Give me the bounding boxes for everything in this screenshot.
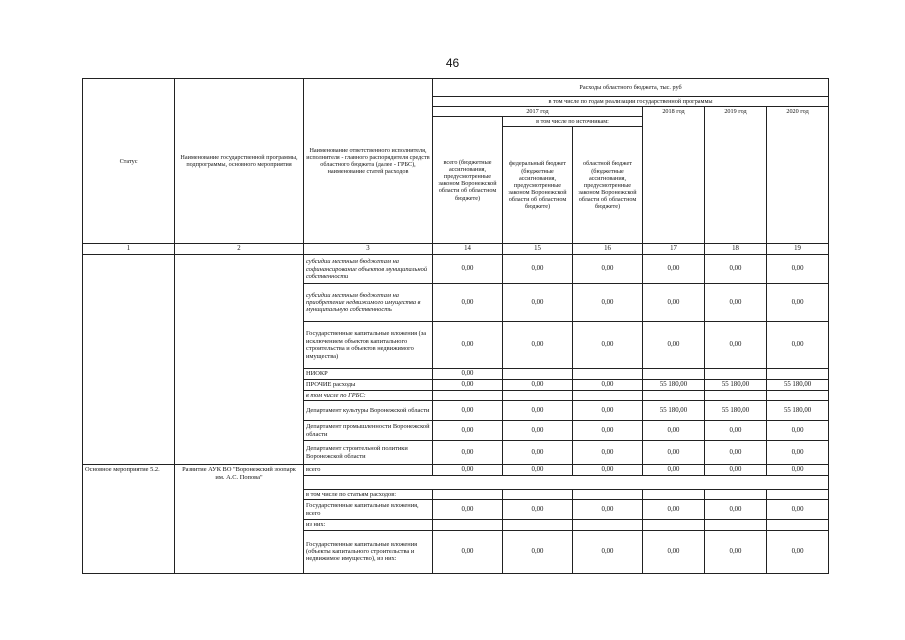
status-cell-empty	[83, 255, 175, 465]
expense-row-label: из них:	[304, 520, 433, 530]
value-cell: 0,00	[643, 255, 705, 284]
column-number: 14	[433, 244, 503, 255]
value-cell: 0,00	[643, 500, 705, 520]
value-cell	[643, 369, 705, 380]
value-cell: 55 180,00	[767, 401, 829, 421]
main-event-program: Развитие АУК ВО "Воронежский зоопарк им. А.С. Попова"	[175, 465, 304, 574]
header-year-2018: 2018 год	[643, 107, 705, 244]
program-cell-empty	[175, 255, 304, 465]
value-cell	[705, 489, 767, 499]
value-cell: 0,00	[433, 322, 503, 369]
value-cell	[643, 390, 705, 400]
header-year-2020: 2020 год	[767, 107, 829, 244]
value-cell: 0,00	[643, 530, 705, 573]
value-cell: 0,00	[573, 380, 643, 391]
header-by-years: в том числе по годам реализации государственной программы	[433, 97, 829, 107]
value-cell: 0,00	[643, 465, 705, 476]
expense-row-label: субсидии местным бюджетам на софинансирование объектов муниципальной собственности	[304, 255, 433, 284]
value-cell	[767, 390, 829, 400]
header-executor-name: Наименование ответственного исполнителя, исполнителя - главного распорядителя средств областного бюджета (далее - ГРБС), наименование статей расходов	[304, 79, 433, 244]
value-cell	[433, 520, 503, 530]
value-cell: 0,00	[503, 421, 573, 441]
header-year-2019: 2019 год	[705, 107, 767, 244]
value-cell	[433, 489, 503, 499]
value-cell: 0,00	[643, 284, 705, 322]
page-number: 46	[445, 56, 460, 70]
expense-row-label: всего	[304, 465, 433, 476]
value-cell	[705, 369, 767, 380]
expense-row-label: ПРОЧИЕ расходы	[304, 380, 433, 391]
header-by-sources: в том числе по источникам:	[503, 117, 643, 127]
value-cell: 0,00	[705, 322, 767, 369]
value-cell: 0,00	[767, 284, 829, 322]
header-federal-col: федеральный бюджет (бюджетные ассигнования, предусмотренные законом Воронежской области об областном бюджете)	[503, 127, 573, 244]
value-cell: 0,00	[705, 530, 767, 573]
value-cell	[433, 390, 503, 400]
value-cell: 0,00	[573, 530, 643, 573]
column-number: 16	[573, 244, 643, 255]
header-expenses-title: Расходы областного бюджета, тыс. руб	[433, 79, 829, 97]
column-number: 3	[304, 244, 433, 255]
main-event-status: Основное мероприятие 5.2.	[83, 465, 175, 574]
expense-row-label: в том числе по статьям расходов:	[304, 489, 433, 499]
value-cell	[573, 369, 643, 380]
value-cell: 0,00	[767, 530, 829, 573]
value-cell: 0,00	[573, 441, 643, 465]
value-cell: 55 180,00	[705, 380, 767, 391]
column-number: 15	[503, 244, 573, 255]
value-cell: 0,00	[433, 255, 503, 284]
value-cell: 0,00	[705, 421, 767, 441]
header-year-2017: 2017 год	[433, 107, 643, 117]
value-cell	[767, 489, 829, 499]
value-cell: 0,00	[503, 500, 573, 520]
value-cell	[503, 390, 573, 400]
header-program-name: Наименование государственной программы, подпрограммы, основного мероприятия	[175, 79, 304, 244]
header-status: Статус	[83, 79, 175, 244]
header-total-col: всего (бюджетные ассигнования, предусмотренные законом Воронежской области об областном бюджете)	[433, 117, 503, 244]
value-cell: 0,00	[503, 465, 573, 476]
column-number: 17	[643, 244, 705, 255]
budget-table	[82, 78, 829, 574]
value-cell: 0,00	[433, 465, 503, 476]
value-cell: 0,00	[767, 441, 829, 465]
value-cell: 0,00	[503, 401, 573, 421]
value-cell: 0,00	[573, 284, 643, 322]
value-cell: 55 180,00	[643, 380, 705, 391]
expense-row-label: Департамент культуры Воронежской области	[304, 401, 433, 421]
value-cell: 0,00	[503, 322, 573, 369]
value-cell	[767, 520, 829, 530]
value-cell: 0,00	[433, 500, 503, 520]
value-cell	[503, 489, 573, 499]
value-cell: 0,00	[503, 255, 573, 284]
value-cell: 0,00	[767, 421, 829, 441]
value-cell: 0,00	[705, 500, 767, 520]
expense-row-label: Департамент промышленности Воронежской области	[304, 421, 433, 441]
expense-row-label: НИОКР	[304, 369, 433, 380]
value-cell: 55 180,00	[767, 380, 829, 391]
value-cell: 0,00	[767, 322, 829, 369]
value-cell	[643, 520, 705, 530]
value-cell	[705, 520, 767, 530]
value-cell: 0,00	[433, 530, 503, 573]
value-cell: 0,00	[573, 421, 643, 441]
value-cell	[643, 489, 705, 499]
value-cell: 0,00	[503, 284, 573, 322]
column-number: 2	[175, 244, 304, 255]
value-cell: 0,00	[503, 380, 573, 391]
value-cell: 0,00	[433, 401, 503, 421]
value-cell: 55 180,00	[705, 401, 767, 421]
value-cell: 0,00	[573, 401, 643, 421]
value-cell: 55 180,00	[643, 401, 705, 421]
value-cell: 0,00	[767, 500, 829, 520]
value-cell: 0,00	[573, 255, 643, 284]
expense-row-label: Государственные капитальные вложения (за исключением объектов капитального строительства и объектов недвижимого имущества)	[304, 322, 433, 369]
value-cell	[573, 489, 643, 499]
value-cell	[503, 520, 573, 530]
value-cell: 0,00	[643, 322, 705, 369]
value-cell	[573, 520, 643, 530]
value-cell: 0,00	[643, 441, 705, 465]
value-cell: 0,00	[767, 465, 829, 476]
value-cell: 0,00	[503, 530, 573, 573]
expense-row-label: Департамент строительной политики Воронежской области	[304, 441, 433, 465]
value-cell	[503, 369, 573, 380]
value-cell: 0,00	[433, 441, 503, 465]
value-cell: 0,00	[705, 465, 767, 476]
column-number: 18	[705, 244, 767, 255]
value-cell	[767, 369, 829, 380]
value-cell: 0,00	[433, 284, 503, 322]
value-cell: 0,00	[705, 255, 767, 284]
value-cell: 0,00	[433, 380, 503, 391]
value-cell: 0,00	[503, 441, 573, 465]
header-regional-col: областной бюджет (бюджетные ассигнования, предусмотренные законом Воронежской области об областном бюджете)	[573, 127, 643, 244]
column-number: 19	[767, 244, 829, 255]
value-cell	[573, 390, 643, 400]
value-cell: 0,00	[433, 421, 503, 441]
expense-row-label: субсидии местным бюджетам на приобретение недвижимого имущества в муниципальную собственность	[304, 284, 433, 322]
value-cell: 0,00	[573, 465, 643, 476]
value-cell: 0,00	[705, 284, 767, 322]
expense-row-label: в том числе по ГРБС:	[304, 390, 433, 400]
expense-row-label: Государственные капитальные вложения (объекты капитального строительства и недвижимое имущество), из них:	[304, 530, 433, 573]
column-number: 1	[83, 244, 175, 255]
value-cell: 0,00	[705, 441, 767, 465]
value-cell: 0,00	[433, 369, 503, 380]
expense-row-label: Государственные капитальные вложения, всего	[304, 500, 433, 520]
value-cell: 0,00	[573, 322, 643, 369]
row-gap	[304, 475, 829, 489]
value-cell	[705, 390, 767, 400]
value-cell: 0,00	[643, 421, 705, 441]
value-cell: 0,00	[767, 255, 829, 284]
value-cell: 0,00	[573, 500, 643, 520]
